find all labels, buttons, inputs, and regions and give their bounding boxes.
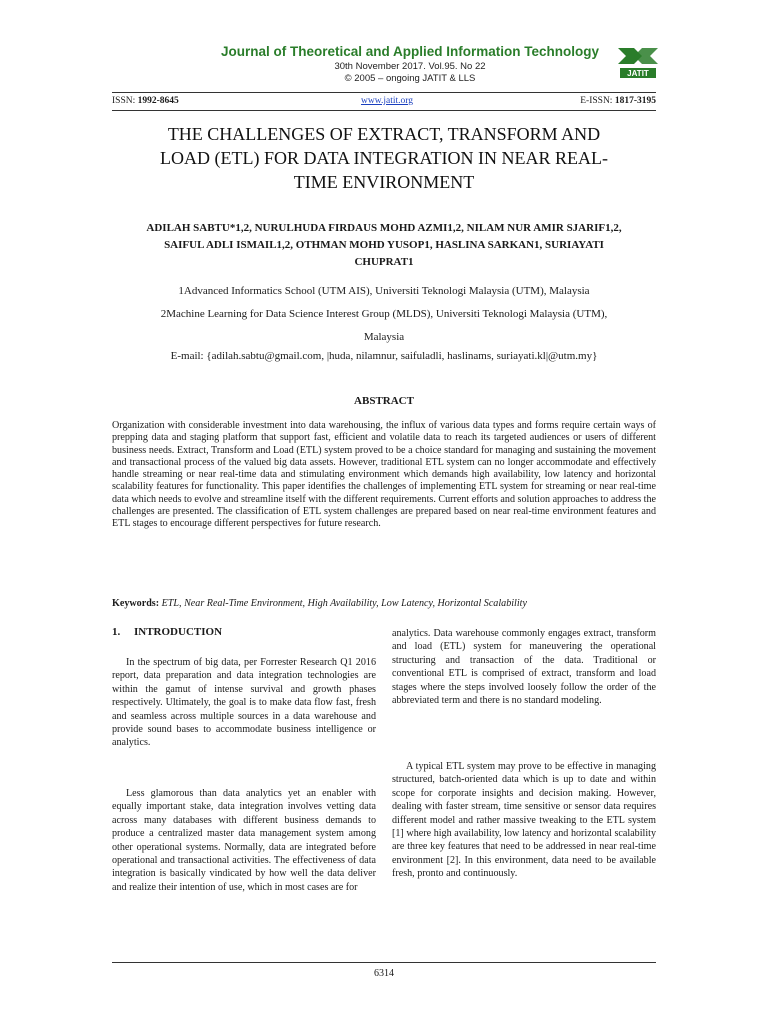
right-column-paragraph-1: analytics. Data warehouse commonly engages extract, transform and load (ETL) system for maneuvering the operational structuring and transaction of the data. Traditional or conventional ETL is comprised of extract, transform and load stages where the steps involved loosely follow the order of the abbreviated term and there is no standard modeling. xyxy=(392,628,656,707)
journal-title: Journal of Theoretical and Applied Information Technology xyxy=(220,44,600,59)
author-emails: E-mail: {adilah.sabtu@gmail.com, |huda, nilamnur, saifuladli, haslinams, suriayati.kl|@utm.my} xyxy=(170,350,598,362)
abstract-heading: ABSTRACT xyxy=(354,395,414,407)
journal-date-volume: 30th November 2017. Vol.95. No 22 xyxy=(334,61,486,72)
affiliation-2: 2Machine Learning for Data Science Interest Group (MLDS), Universiti Teknologi Malaysia (UTM), Malaysia xyxy=(160,308,608,343)
header-rule-bottom xyxy=(112,110,656,111)
journal-copyright: © 2005 – ongoing JATIT & LLS xyxy=(344,73,476,84)
paper-title: THE CHALLENGES OF EXTRACT, TRANSFORM AND LOAD (ETL) FOR DATA INTEGRATION IN NEAR REAL- TIME ENVIRONMENT xyxy=(159,124,608,192)
abstract-text: Organization with considerable investment into data warehousing, the influx of various data types and forms require certain ways of prepping data and staging platform that support fast, efficient and volatile data to reach its targeted audiences or users of different business needs. Extract, Transform and Load (ETL) system proved to be a choice standard for managing and sustaining the movement and transactional process of the valued big data assets. However, traditional ETL system can no longer accommodate and effectively handle streaming or near real-time data and stimulating environment which demands high availability, low latency and horizontal scalability features for functionality. This paper identifies the challenges of implementing ETL system for streaming or near real-time data which needs to evolve and streamline itself with the different requirements. Current efforts and solution approaches to address the challenges are presented. The classification of ETL system challenges are prepared based on near real-time environment features and ETL stages to encourage different perspectives for future research. xyxy=(112,420,656,530)
affiliation-1: 1Advanced Informatics School (UTM AIS), Universiti Teknologi Malaysia (UTM), Malaysia xyxy=(178,285,590,297)
issn: ISSN: 1992-8645 xyxy=(112,96,179,106)
keywords: Keywords: ETL, Near Real-Time Environment, High Availability, Low Latency, Horizontal Scalability xyxy=(112,598,527,609)
section-heading-introduction: 1. INTRODUCTION xyxy=(112,626,223,638)
left-column-paragraph-1: In the spectrum of big data, per Forrester Research Q1 2016 report, data preparation and data integration technologies are within the gamut of intense survival and growth phases respectively. Ultimately, the goal is to make data flow fast, fresh and seamless across multiple sources in a data warehouse and provide sound bases to accommodate business intelligence or analytics. xyxy=(112,657,376,749)
right-column-paragraph-2: A typical ETL system may prove to be effective in managing structured, batch-oriented data which is up to date and within scope for corporate insights and decision making. However, dealing with faster stream, time sensitive or sensor data requires different model and rather massive tweaking to the ETL system [1] where high availability, low latency and horizontal scalability are three key features that need to be addressed in near real-time environment [2]. In this environment, data need to be available fresh, pronto and continuously. xyxy=(392,761,656,880)
left-column-paragraph-2: Less glamorous than data analytics yet an enabler with equally important stake, data integration involves vetting data across many databases with different business demands to produce a centralized master data management system among other operational systems. Normally, data are integrated before operational and transactional activities. The effectiveness of data integration is basically vindicated by how well the data deliver and realize their intention of use, which in most cases are for xyxy=(112,788,376,893)
author-list: ADILAH SABTU*1,2, NURULHUDA FIRDAUS MOHD AZMI1,2, NILAM NUR AMIR SJARIF1,2, SAIFUL ADLI ISMAIL1,2, OTHMAN MOHD YUSOP1, HASLINA SARKAN1, SURIAYATI CHUPRAT1 xyxy=(146,222,622,268)
footer-rule xyxy=(112,962,656,963)
header-rule-top xyxy=(112,92,656,93)
page-number: 6314 xyxy=(374,968,394,979)
jatit-logo xyxy=(614,44,662,88)
eissn: E-ISSN: 1817-3195 xyxy=(580,96,656,106)
jatit-logo-text: JATIT xyxy=(627,69,649,78)
journal-website-link[interactable]: www.jatit.org xyxy=(361,96,413,106)
